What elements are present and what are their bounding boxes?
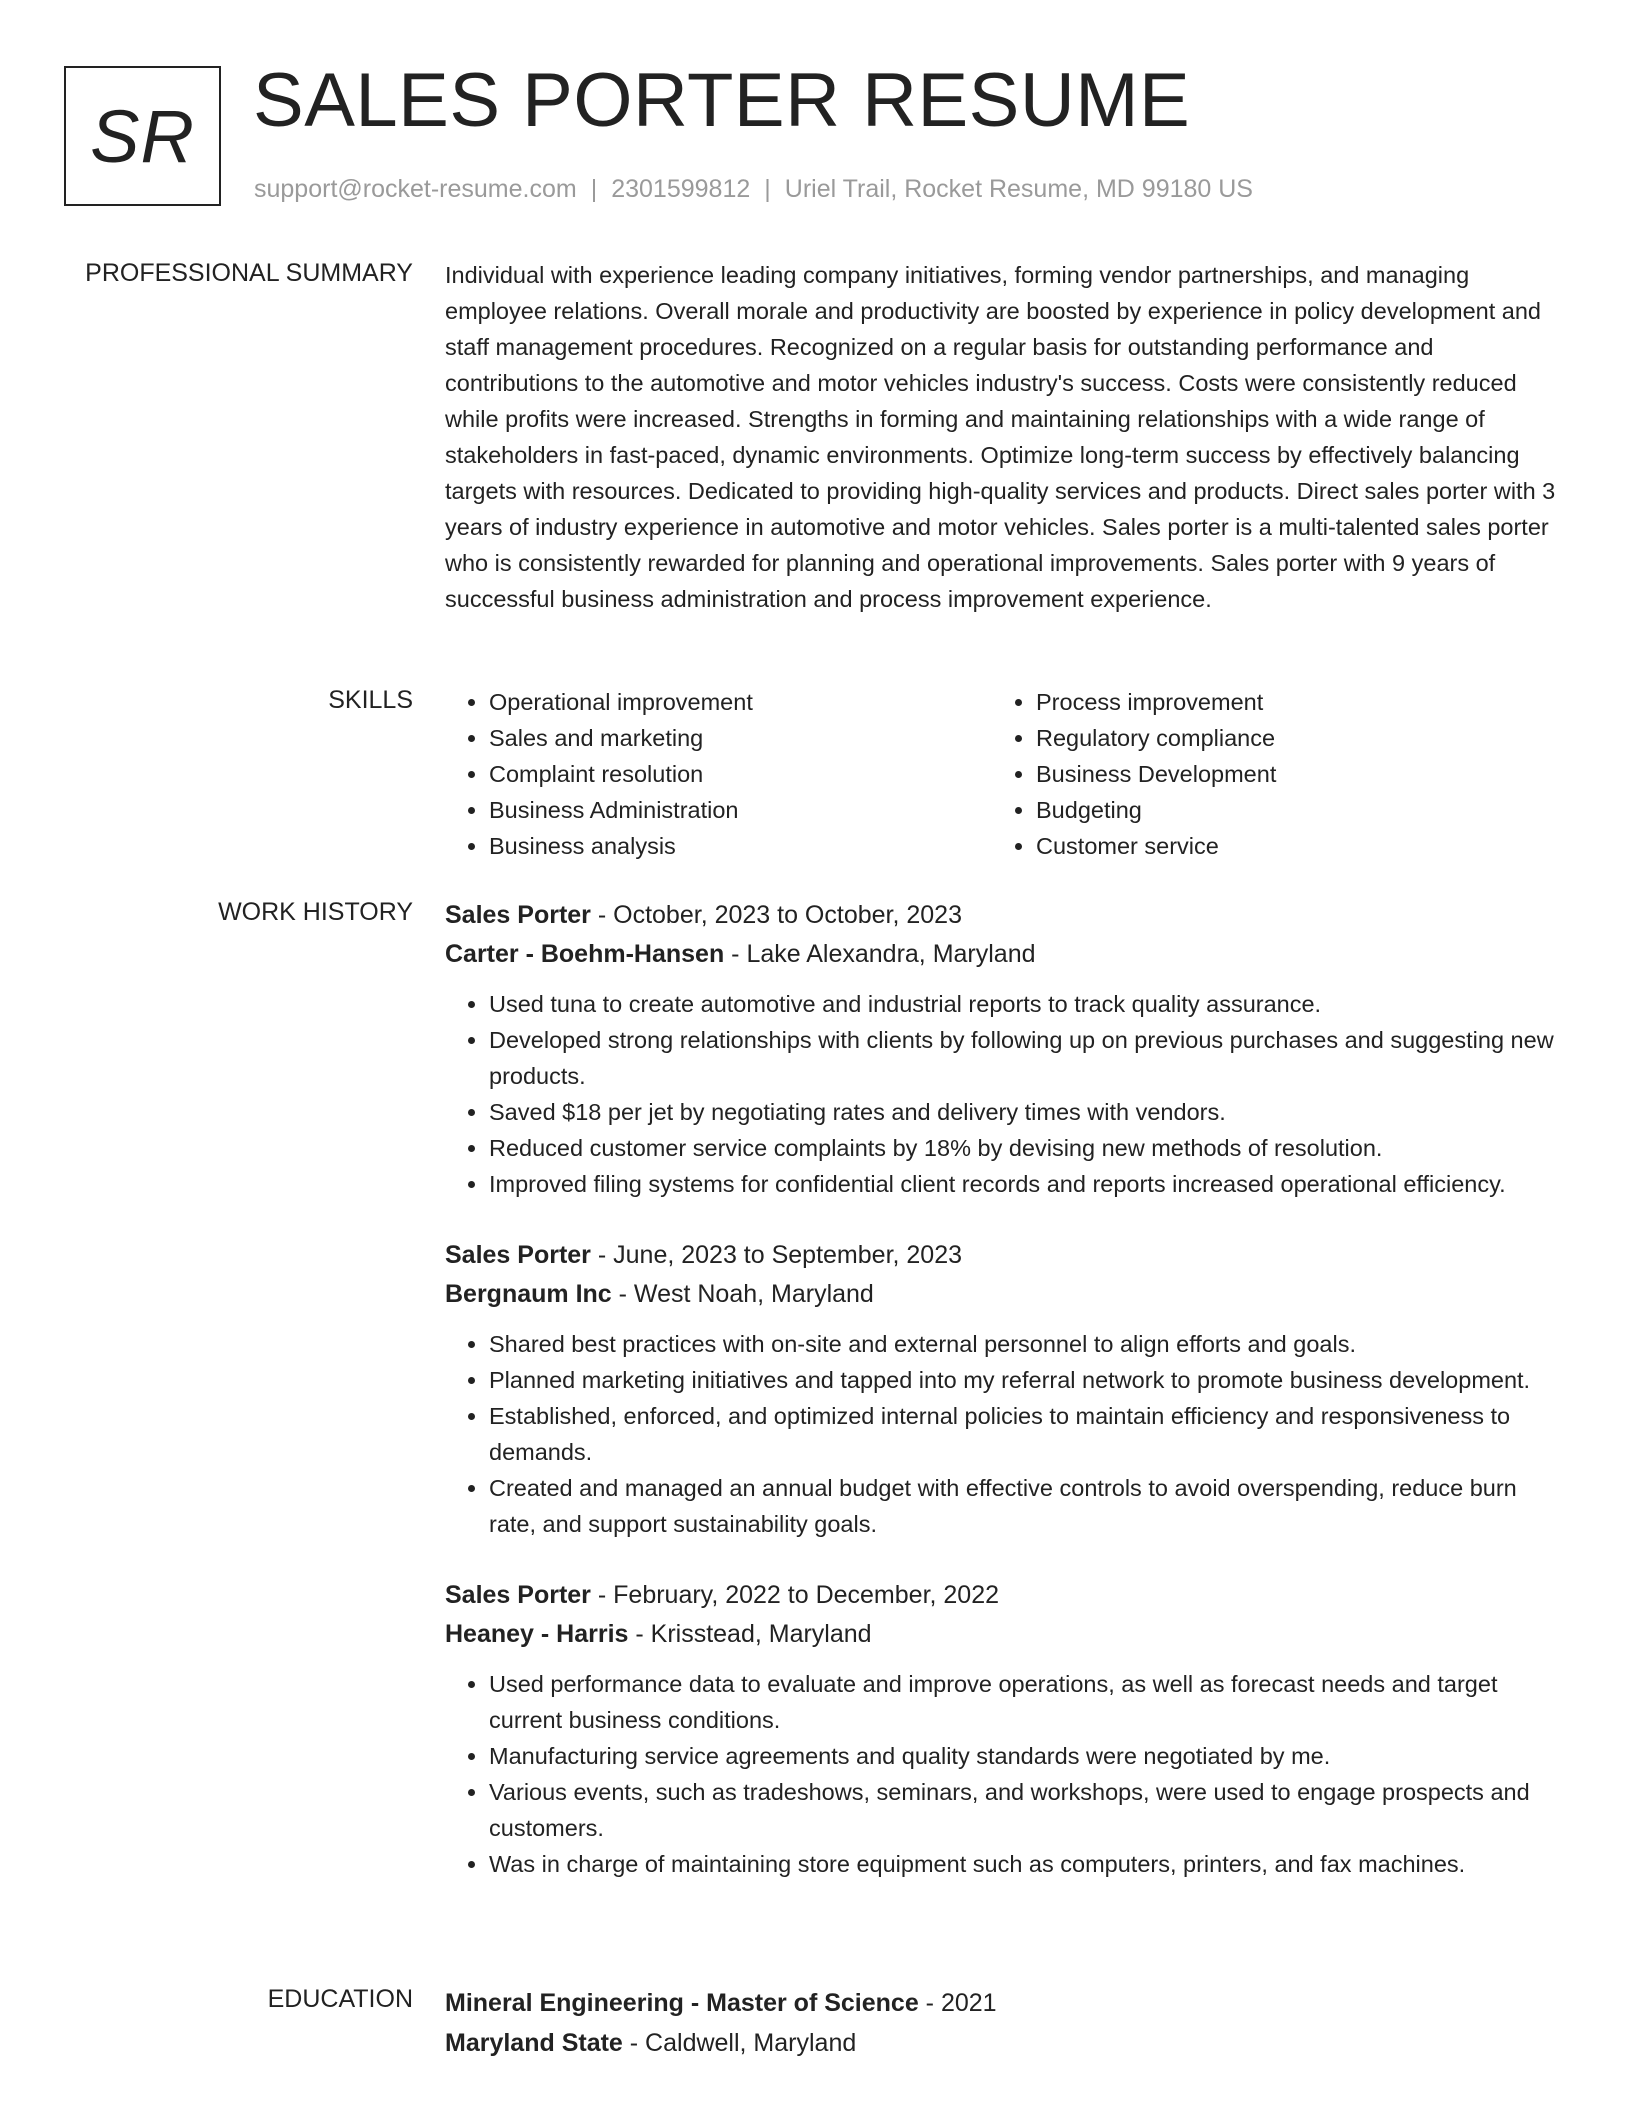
job-title: Sales Porter	[445, 1241, 591, 1269]
job-company-line	[445, 1614, 1565, 1654]
job-bullet: • Shared best practices with on-site and external personnel to align efforts and goals.	[489, 1326, 1565, 1362]
work-history-label: WORK HISTORY	[218, 898, 413, 926]
job-bullet: • Reduced customer service complaints by 18% by devising new methods of resolution.	[489, 1130, 1565, 1166]
education-location: - Caldwell, Maryland	[622, 2029, 857, 2057]
job-bullet: • Manufacturing service agreements and quality standards were negotiated by me.	[489, 1738, 1565, 1774]
resume-title: SALES PORTER RESUME	[253, 58, 1191, 143]
skills-label: SKILLS	[328, 686, 413, 714]
job-entry	[445, 1236, 1565, 1542]
contact-phone: 2301599812	[611, 175, 751, 203]
job-company: Bergnaum Inc	[445, 1280, 612, 1308]
skill-item: • Process improvement	[1036, 684, 1539, 720]
job-location: - Krisstead, Maryland	[628, 1620, 872, 1648]
skills-column-right	[992, 684, 1539, 864]
summary-body	[445, 257, 1565, 617]
job-dates: - June, 2023 to September, 2023	[590, 1241, 963, 1269]
skill-item: • Customer service	[1036, 828, 1539, 864]
skills-column-left	[445, 684, 992, 864]
skills-list	[445, 684, 1565, 864]
job-bullets	[445, 1666, 1565, 1882]
job-title: Sales Porter	[445, 1581, 591, 1609]
contact-address: Uriel Trail, Rocket Resume, MD 99180 US	[784, 175, 1253, 203]
skill-item: • Operational improvement	[489, 684, 992, 720]
summary-label: PROFESSIONAL SUMMARY	[85, 259, 413, 287]
job-location: - West Noah, Maryland	[611, 1280, 874, 1308]
job-entry	[445, 896, 1565, 1202]
job-bullet: • Developed strong relationships with clients by following up on previous purchases and suggesting new products.	[489, 1022, 1565, 1094]
skill-item: • Business Development	[1036, 756, 1539, 792]
job-bullet: • Established, enforced, and optimized internal policies to maintain efficiency and responsiveness to demands.	[489, 1398, 1565, 1470]
skill-item: • Budgeting	[1036, 792, 1539, 828]
job-bullet: • Was in charge of maintaining store equipment such as computers, printers, and fax machines.	[489, 1846, 1565, 1882]
contact-email: support@rocket-resume.com	[254, 175, 577, 203]
contact-separator: |	[764, 175, 771, 203]
job-title-line	[445, 1236, 1565, 1274]
monogram-badge: SR	[64, 66, 221, 206]
job-bullets	[445, 986, 1565, 1202]
job-bullet: • Planned marketing initiatives and tapped into my referral network to promote business development.	[489, 1362, 1565, 1398]
education-school-line	[445, 2023, 1565, 2063]
skill-item: • Sales and marketing	[489, 720, 992, 756]
job-bullets	[445, 1326, 1565, 1542]
contact-separator: |	[590, 175, 598, 203]
education-school: Maryland State	[445, 2029, 623, 2057]
job-title-line	[445, 896, 1565, 934]
job-location: - Lake Alexandra, Maryland	[724, 940, 1036, 968]
job-title: Sales Porter	[445, 901, 591, 929]
job-company-line	[445, 934, 1565, 974]
job-bullet: • Used tuna to create automotive and industrial reports to track quality assurance.	[489, 986, 1565, 1022]
summary-text: Individual with experience leading company initiatives, forming vendor partnerships, and managing employee relations. Overall morale and productivity are boosted by experience in policy development and staff management procedures. Recognized on a regular basis for outstanding performance and contributions to the automotive and motor vehicles industry's success. Costs were consistently reduced while profits were increased. Strengths in forming and maintaining relationships with a wide range of stakeholders in fast-paced, dynamic environments. Optimize long-term success by effectively balancing targets with resources. Dedicated to providing high-quality services and products. Direct sales porter with 3 years of industry experience in automotive and motor vehicles. Sales porter is a multi-talented sales porter who is consistently rewarded for planning and operational improvements. Sales porter with 9 years of successful business administration and process improvement experience.	[445, 262, 1556, 612]
education-body	[445, 1983, 1565, 2063]
education-year: - 2021	[918, 1989, 997, 2017]
job-bullet: • Various events, such as tradeshows, seminars, and workshops, were used to engage prospects and customers.	[489, 1774, 1565, 1846]
job-bullet: • Improved filing systems for confidential client records and reports increased operational efficiency.	[489, 1166, 1565, 1202]
job-company: Carter - Boehm-Hansen	[445, 940, 725, 968]
job-company-line	[445, 1274, 1565, 1314]
job-bullet: • Used performance data to evaluate and improve operations, as well as forecast needs and target current business conditions.	[489, 1666, 1565, 1738]
education-degree-line	[445, 1983, 1565, 2023]
job-dates: - October, 2023 to October, 2023	[590, 901, 962, 929]
job-bullet: • Created and managed an annual budget with effective controls to avoid overspending, reduce burn rate, and support sustainability goals.	[489, 1470, 1565, 1542]
job-entry	[445, 1576, 1565, 1882]
skill-item: • Business analysis	[489, 828, 992, 864]
work-history-body	[445, 896, 1565, 1916]
skill-item: • Regulatory compliance	[1036, 720, 1539, 756]
education-label: EDUCATION	[267, 1985, 413, 2013]
education-degree: Mineral Engineering - Master of Science	[445, 1989, 919, 2017]
job-title-line	[445, 1576, 1565, 1614]
skill-item: • Business Administration	[489, 792, 992, 828]
contact-line	[254, 174, 1253, 204]
skill-item: • Complaint resolution	[489, 756, 992, 792]
job-company: Heaney - Harris	[445, 1620, 629, 1648]
job-dates: - February, 2022 to December, 2022	[590, 1581, 1000, 1609]
job-bullet: • Saved $18 per jet by negotiating rates and delivery times with vendors.	[489, 1094, 1565, 1130]
